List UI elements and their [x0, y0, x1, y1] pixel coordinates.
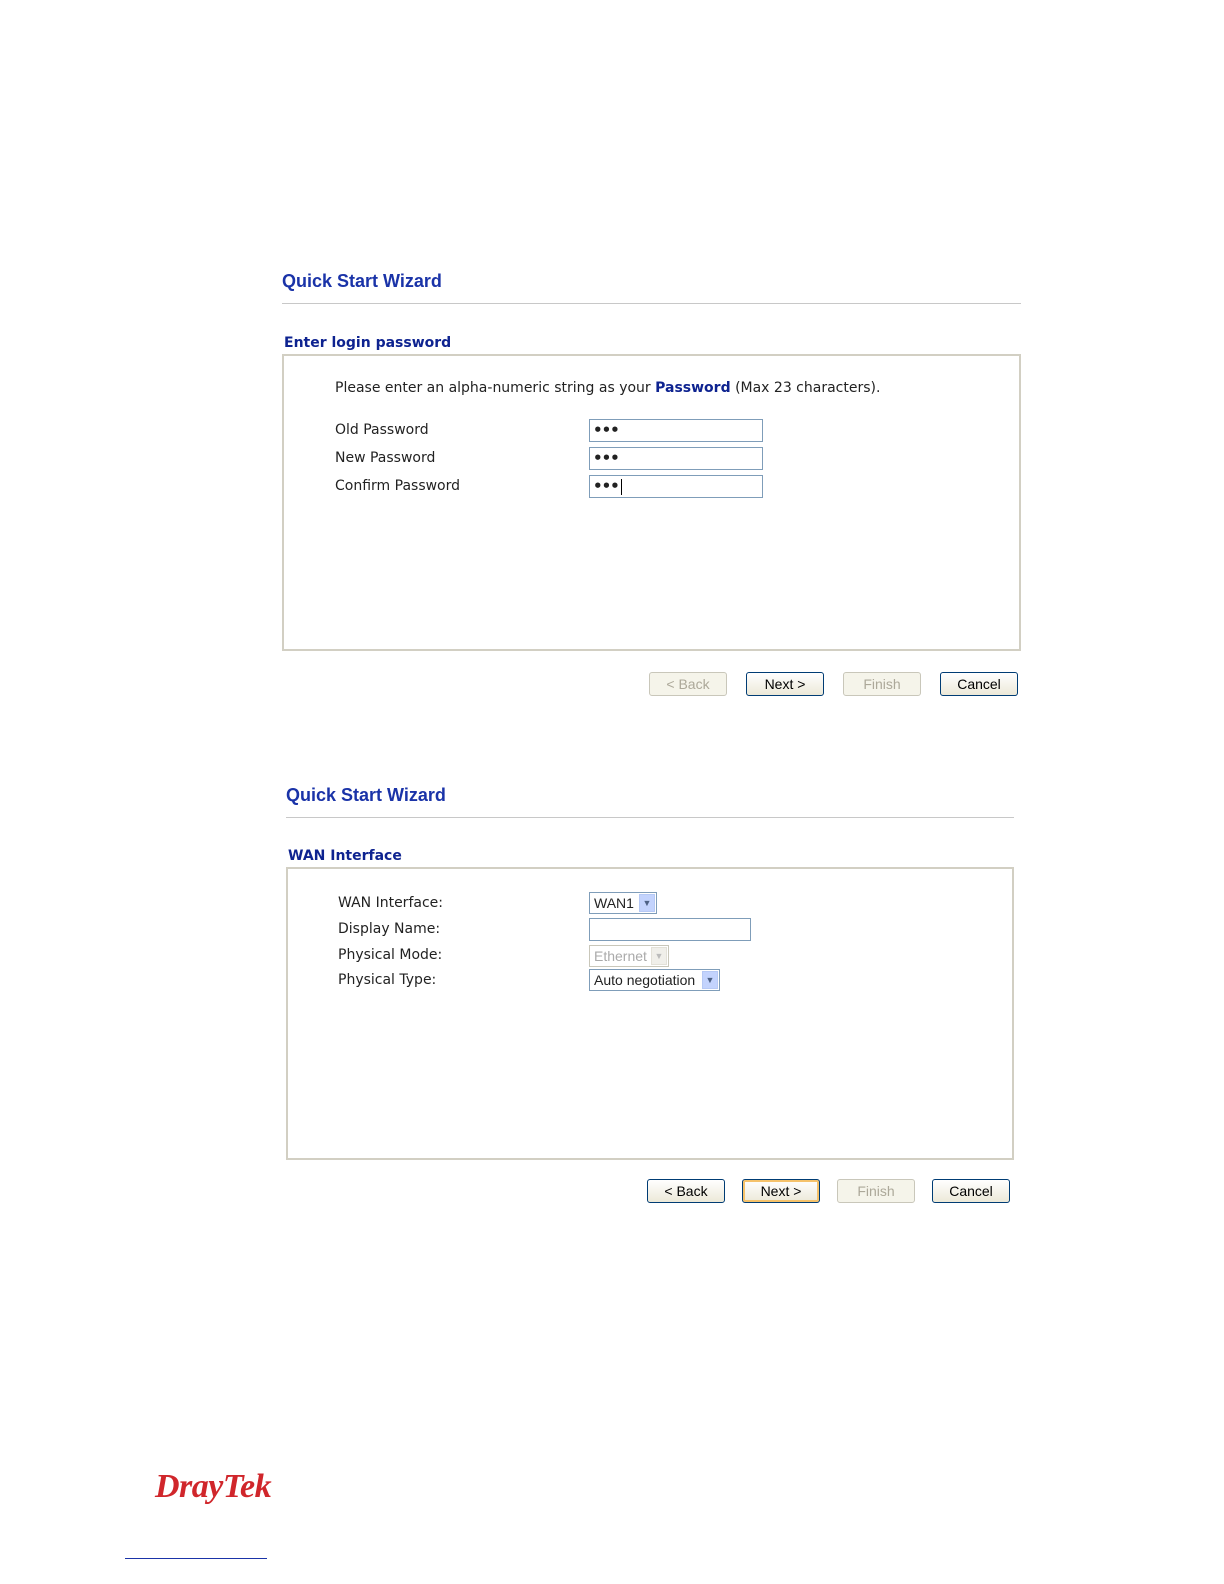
title-divider [286, 817, 1014, 818]
finish-button[interactable]: Finish [837, 1179, 915, 1203]
old-password-label: Old Password [335, 422, 429, 438]
display-name-field[interactable] [589, 918, 751, 941]
confirm-password-value: ••• [593, 477, 619, 495]
physical-mode-label: Physical Mode: [338, 947, 443, 963]
new-password-value: ••• [593, 449, 619, 467]
section-title: WAN Interface [288, 848, 402, 864]
physical-type-select[interactable] [589, 969, 720, 991]
wizard-title: Quick Start Wizard [282, 271, 442, 291]
chevron-down-icon: ▼ [639, 894, 655, 912]
draytek-logo: DrayTek [155, 1468, 272, 1505]
wan-interface-select[interactable] [589, 892, 657, 914]
physical-type-label: Physical Type: [338, 972, 437, 988]
new-password-field[interactable] [589, 447, 763, 470]
password-panel [282, 354, 1021, 651]
section-title: Enter login password [284, 335, 452, 351]
back-button[interactable]: < Back [647, 1179, 725, 1203]
intro-suffix: (Max 23 characters). [735, 380, 881, 396]
title-divider [282, 303, 1021, 304]
next-button[interactable]: Next > [742, 1179, 820, 1203]
display-name-label: Display Name: [338, 921, 441, 937]
confirm-password-field[interactable] [589, 475, 763, 498]
old-password-field[interactable] [589, 419, 763, 442]
intro-text: Please enter an alpha-numeric string as your [335, 380, 651, 396]
old-password-value: ••• [593, 421, 619, 439]
new-password-label: New Password [335, 450, 436, 466]
footer-divider [125, 1558, 267, 1559]
chevron-down-icon: ▼ [651, 947, 667, 965]
back-button[interactable]: < Back [649, 672, 727, 696]
physical-mode-select[interactable] [589, 945, 669, 967]
wan-interface-value: WAN1 [594, 895, 634, 911]
wan-interface-label: WAN Interface: [338, 895, 443, 911]
wizard-title: Quick Start Wizard [286, 785, 446, 805]
cancel-button[interactable]: Cancel [940, 672, 1018, 696]
physical-type-value: Auto negotiation [594, 972, 696, 988]
cancel-button[interactable]: Cancel [932, 1179, 1010, 1203]
intro-keyword: Password [655, 380, 731, 396]
confirm-password-label: Confirm Password [335, 478, 461, 494]
password-instructions [335, 380, 880, 396]
text-cursor [621, 479, 622, 495]
next-button[interactable]: Next > [746, 672, 824, 696]
physical-mode-value: Ethernet [594, 948, 647, 964]
finish-button[interactable]: Finish [843, 672, 921, 696]
chevron-down-icon: ▼ [702, 971, 718, 989]
